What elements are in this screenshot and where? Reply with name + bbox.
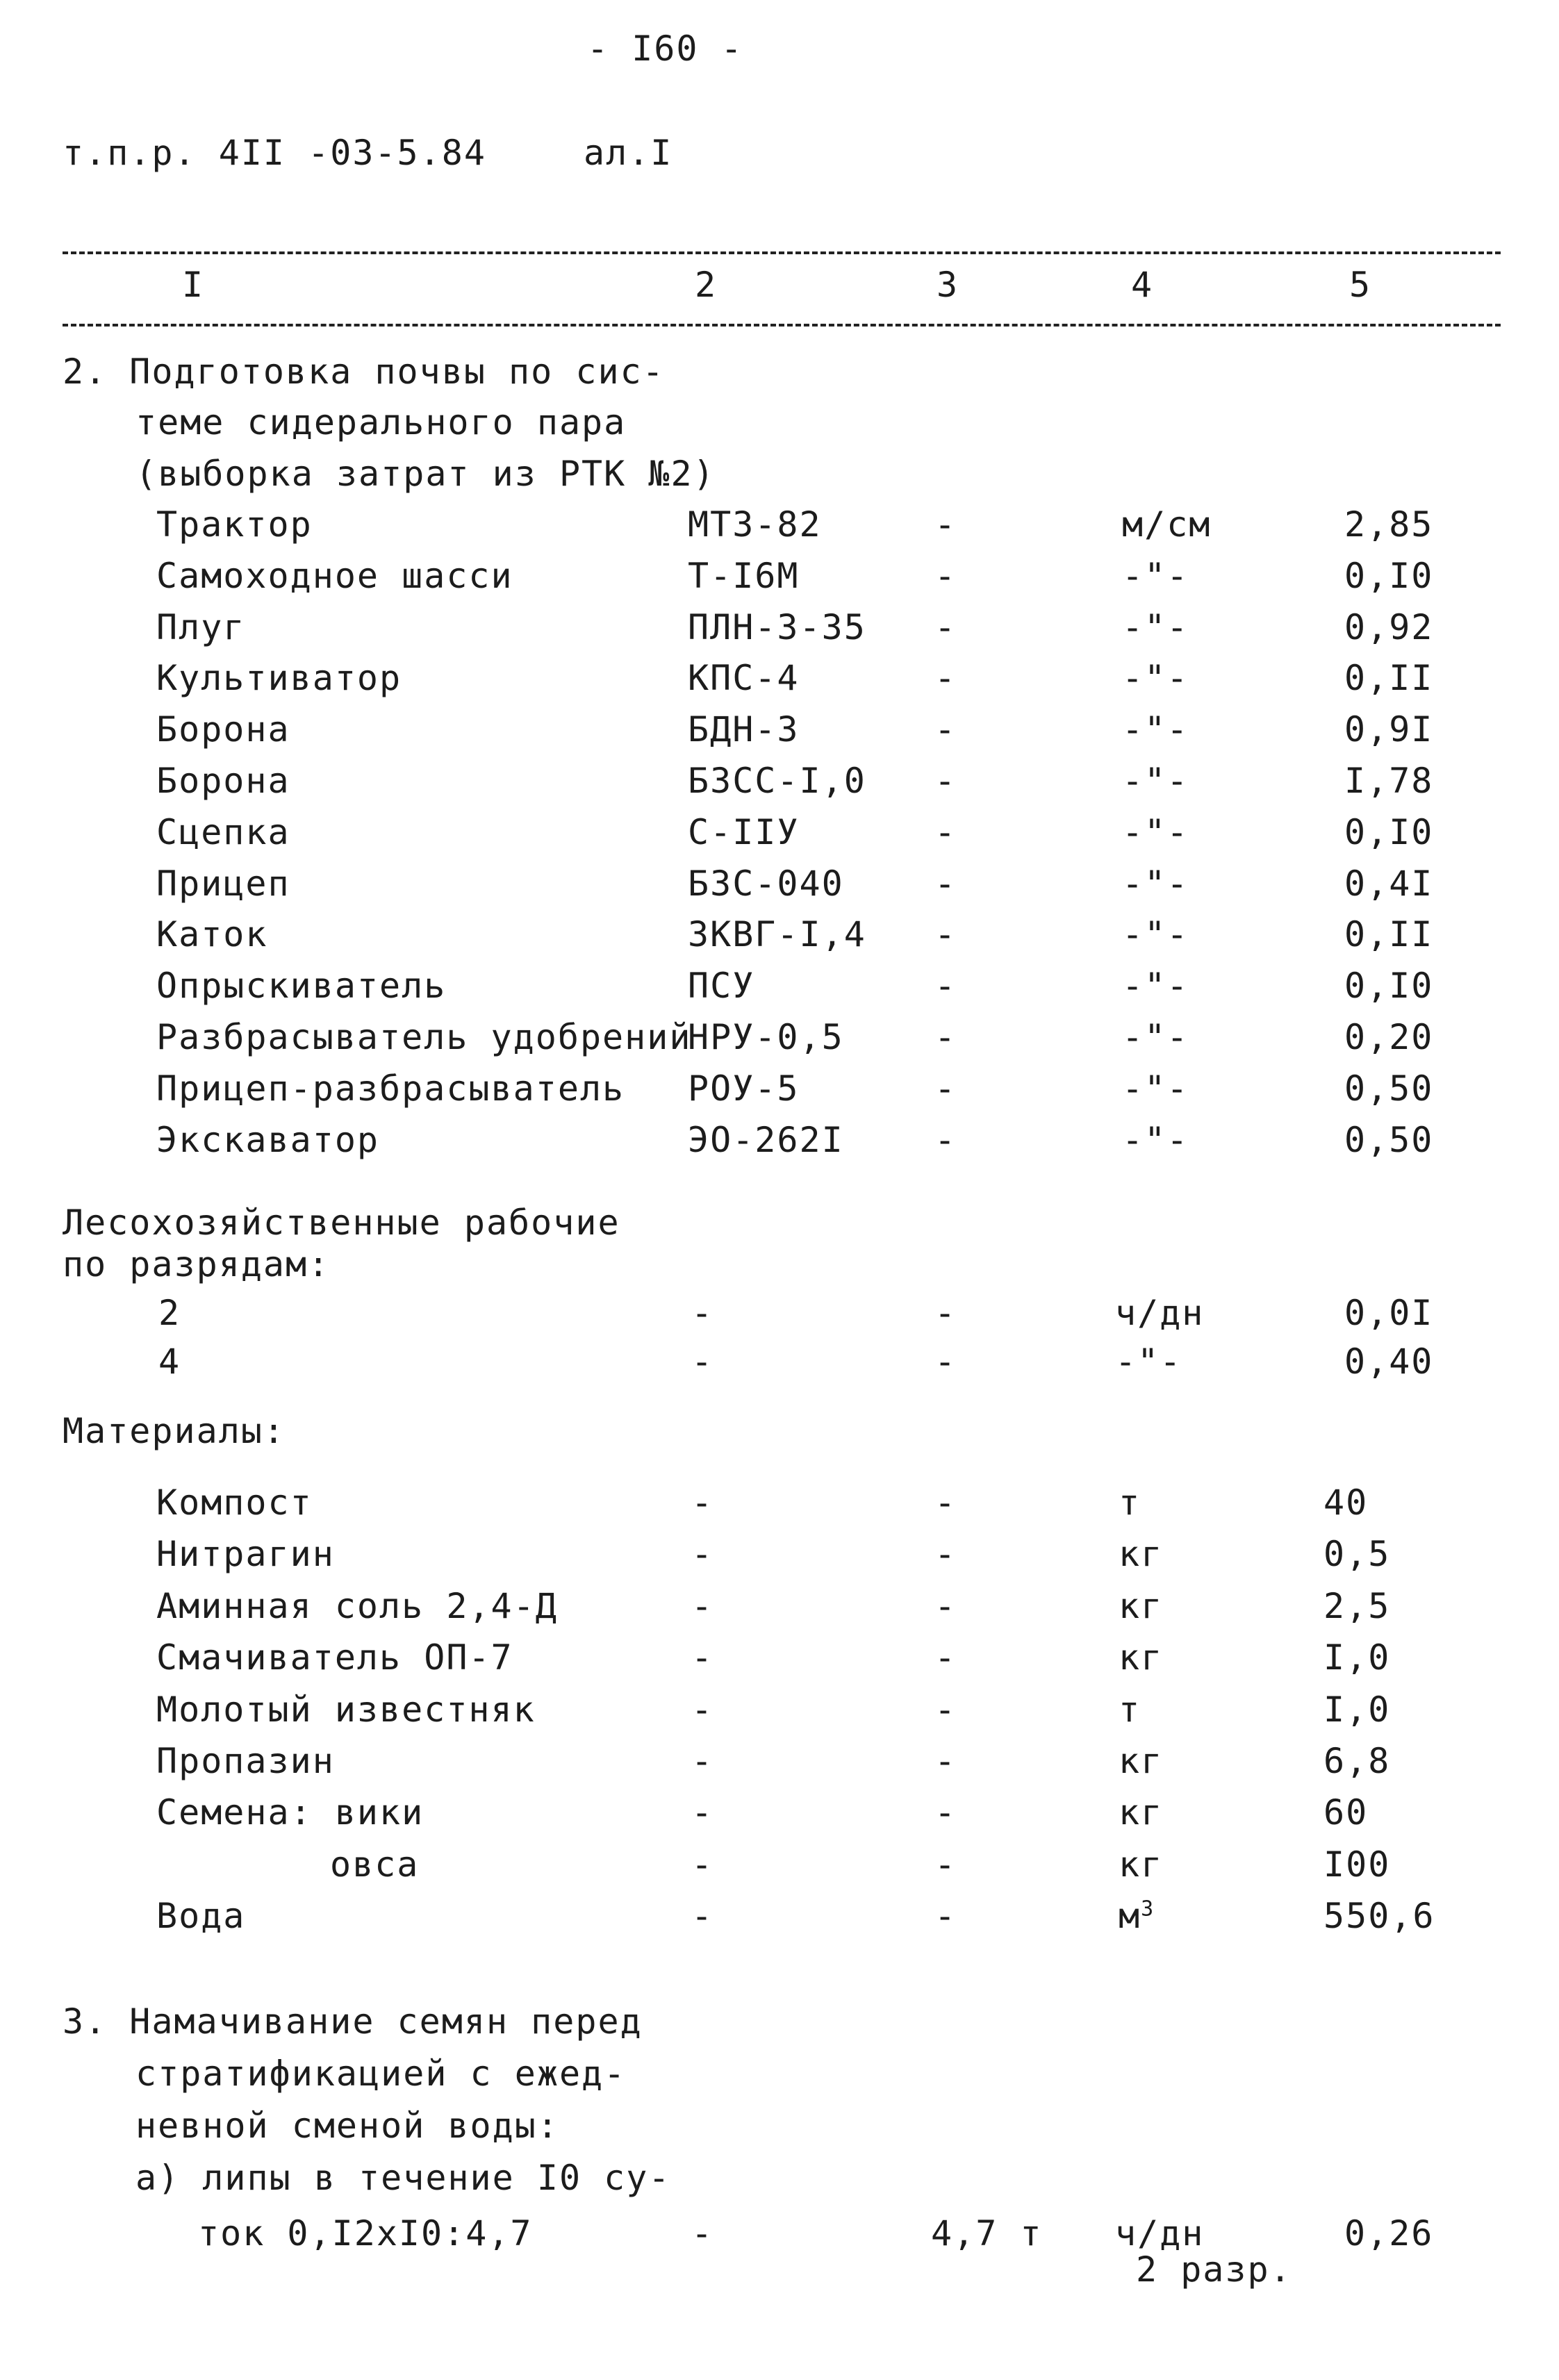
row-name: Сцепка: [156, 811, 290, 852]
row-name: Нитрагин: [156, 1534, 335, 1575]
row-col3: -: [934, 1637, 957, 1678]
row-name: Пропазин: [156, 1741, 335, 1781]
row-name: Прицеп-разбрасыватель: [156, 1068, 625, 1109]
row-name: Аминная соль 2,4-Д: [156, 1585, 558, 1626]
row-value: I,0: [1323, 1689, 1391, 1730]
section-title-line: 3. Намачивание семян перед: [63, 2001, 643, 2042]
row-col2: -: [691, 1792, 714, 1833]
column-number-5: 5: [1349, 265, 1372, 305]
document-code: т.п.р. 4II -03-5.84: [63, 133, 486, 173]
row-col3: -: [934, 1341, 957, 1382]
row-col3: -: [934, 811, 957, 852]
row-model: ЗКВГ-I,4: [688, 914, 866, 955]
row-name: Молотый известняк: [156, 1689, 536, 1730]
row-unit: [1119, 1895, 1155, 1937]
row-name: Самоходное шасси: [156, 555, 513, 596]
row-unit: ч/дн: [1115, 2213, 1205, 2254]
row-unit: -"-: [1122, 811, 1189, 852]
row-name: Опрыскиватель: [156, 966, 447, 1007]
row-col3: -: [934, 1482, 957, 1523]
row-model: БЗС-040: [688, 863, 844, 904]
row-model: РОУ-5: [688, 1068, 800, 1109]
row-value: 0,20: [1344, 1017, 1434, 1057]
row-name: Борона: [156, 761, 290, 801]
unit-superscript: 3: [1141, 1896, 1155, 1922]
row-col3: -: [934, 606, 957, 647]
table-header-top-rule: [63, 251, 1501, 254]
row-col3: -: [934, 1844, 957, 1885]
row-unit: -"-: [1122, 966, 1189, 1007]
row-col2: -: [691, 1844, 714, 1885]
row-model: БДН-3: [688, 709, 800, 750]
row-value: 2,5: [1323, 1585, 1391, 1626]
row-name: Экскаватор: [156, 1119, 380, 1160]
row-col2: -: [691, 1689, 714, 1730]
row-grade: 2: [158, 1293, 181, 1333]
section-title-line: (выборка затрат из РТК №2): [135, 454, 716, 494]
row-unit: кг: [1119, 1792, 1164, 1833]
section-title-line: стратификацией с ежед-: [135, 2053, 627, 2094]
sheet-label: ал.I: [584, 133, 673, 173]
column-number-3: 3: [937, 265, 959, 305]
row-model: ЭО-262I: [688, 1119, 844, 1160]
section-title-line: теме сидерального пара: [135, 402, 627, 443]
row-col3: -: [934, 966, 957, 1007]
row-name: Компост: [156, 1482, 313, 1523]
row-col2: -: [691, 1482, 714, 1523]
row-value: 0,0I: [1344, 1293, 1434, 1333]
row-model: Т-I6М: [688, 555, 800, 596]
row-value: 40: [1323, 1482, 1369, 1523]
row-value: 0,26: [1344, 2213, 1434, 2254]
row-unit: кг: [1119, 1741, 1164, 1781]
row-value: 0,I0: [1344, 966, 1434, 1007]
row-name: Культиватор: [156, 658, 402, 699]
row-value: I,78: [1344, 761, 1434, 801]
row-name: Трактор: [156, 504, 313, 545]
row-model: КПС-4: [688, 658, 800, 699]
row-name: Разбрасыватель удобрений: [156, 1017, 692, 1057]
row-col3: -: [934, 1792, 957, 1833]
page-number: - I60 -: [587, 28, 743, 69]
row-unit: ч/дн: [1115, 1293, 1205, 1333]
row-col2: -: [691, 1637, 714, 1678]
row-unit: т: [1119, 1482, 1141, 1523]
row-col2: -: [691, 1585, 714, 1626]
row-model: НРУ-0,5: [688, 1017, 844, 1057]
row-col3: -: [934, 1534, 957, 1575]
materials-title: Материалы:: [63, 1411, 286, 1451]
row-unit: -"-: [1122, 761, 1189, 801]
row-col3: -: [934, 1689, 957, 1730]
table-header-bottom-rule: [63, 324, 1501, 327]
section-title-line: 2. Подготовка почвы по сис-: [63, 352, 665, 392]
column-number-2: 2: [695, 265, 718, 305]
row-value: 2,85: [1344, 504, 1434, 545]
row-col2: -: [691, 2213, 714, 2254]
row-col3: -: [934, 1741, 957, 1781]
row-value: 0,I0: [1344, 555, 1434, 596]
row-name: Прицеп: [156, 863, 290, 904]
row-name: Смачиватель ОП-7: [156, 1637, 513, 1678]
row-value: 0,50: [1344, 1068, 1434, 1109]
row-model: С-IIУ: [688, 811, 800, 852]
row-col3: -: [934, 1119, 957, 1160]
row-name: Семена: вики: [156, 1792, 424, 1833]
row-col3: -: [934, 914, 957, 955]
row-col2: -: [691, 1534, 714, 1575]
section-title-line: а) липы в течение I0 су-: [135, 2158, 671, 2198]
row-unit: -"-: [1122, 1119, 1189, 1160]
row-value: 0,50: [1344, 1119, 1434, 1160]
row-value: 0,4I: [1344, 863, 1434, 904]
row-model: ПЛН-3-35: [688, 606, 866, 647]
row-name: Каток: [156, 914, 268, 955]
row-col2: -: [691, 1293, 714, 1333]
row-grade: 4: [158, 1341, 181, 1382]
row-value: 0,40: [1344, 1341, 1434, 1382]
row-value: 550,6: [1323, 1896, 1435, 1937]
column-number-1: I: [182, 265, 205, 305]
row-unit: -"-: [1122, 1017, 1189, 1057]
row-name: Вода: [156, 1896, 246, 1937]
row-col3: -: [934, 1068, 957, 1109]
row-value: 0,9I: [1344, 709, 1434, 750]
row-col3: -: [934, 863, 957, 904]
row-unit: -"-: [1122, 863, 1189, 904]
row-value: I,0: [1323, 1637, 1391, 1678]
row-col3: -: [934, 709, 957, 750]
row-unit: -"-: [1122, 606, 1189, 647]
row-name: овса: [330, 1844, 420, 1885]
row-name: ток 0,I2xI0:4,7: [198, 2213, 533, 2254]
row-unit: -"-: [1115, 1341, 1182, 1382]
row-unit: кг: [1119, 1534, 1164, 1575]
row-col3: -: [934, 1585, 957, 1626]
row-col3: -: [934, 1896, 957, 1937]
section-title-line: невной сменой воды:: [135, 2106, 559, 2146]
row-unit-grade: 2 разр.: [1136, 2249, 1292, 2290]
row-value: I00: [1323, 1844, 1391, 1885]
row-name: Борона: [156, 709, 290, 750]
row-col3: -: [934, 658, 957, 699]
row-col2: -: [691, 1896, 714, 1937]
row-col3: -: [934, 761, 957, 801]
row-col2: -: [691, 1741, 714, 1781]
row-value: 0,I0: [1344, 811, 1434, 852]
row-unit: -"-: [1122, 1068, 1189, 1109]
row-unit: -"-: [1122, 658, 1189, 699]
row-col3: -: [934, 555, 957, 596]
row-unit: кг: [1119, 1585, 1164, 1626]
row-unit: -"-: [1122, 709, 1189, 750]
workers-title-line: по разрядам:: [63, 1244, 331, 1284]
row-col2: -: [691, 1341, 714, 1382]
row-col3: 4,7 т: [931, 2213, 1043, 2254]
workers-title-line: Лесохозяйственные рабочие: [63, 1203, 620, 1243]
row-unit: -"-: [1122, 914, 1189, 955]
row-col3: -: [934, 1017, 957, 1057]
column-number-4: 4: [1131, 265, 1154, 305]
row-model: БЗСС-I,0: [688, 761, 866, 801]
unit-base: м: [1119, 1896, 1141, 1937]
row-unit: м/см: [1122, 504, 1212, 545]
row-value: 0,II: [1344, 658, 1434, 699]
row-name: Плуг: [156, 606, 246, 647]
row-value: 6,8: [1323, 1741, 1391, 1781]
row-value: 0,II: [1344, 914, 1434, 955]
row-unit: кг: [1119, 1844, 1164, 1885]
row-value: 0,5: [1323, 1534, 1391, 1575]
row-unit: -"-: [1122, 555, 1189, 596]
row-col3: -: [934, 504, 957, 545]
row-unit: т: [1119, 1689, 1141, 1730]
row-value: 0,92: [1344, 606, 1434, 647]
row-unit: кг: [1119, 1637, 1164, 1678]
row-value: 60: [1323, 1792, 1369, 1833]
row-model: МТЗ-82: [688, 504, 822, 545]
row-col3: -: [934, 1293, 957, 1333]
row-model: ПСУ: [688, 966, 755, 1007]
